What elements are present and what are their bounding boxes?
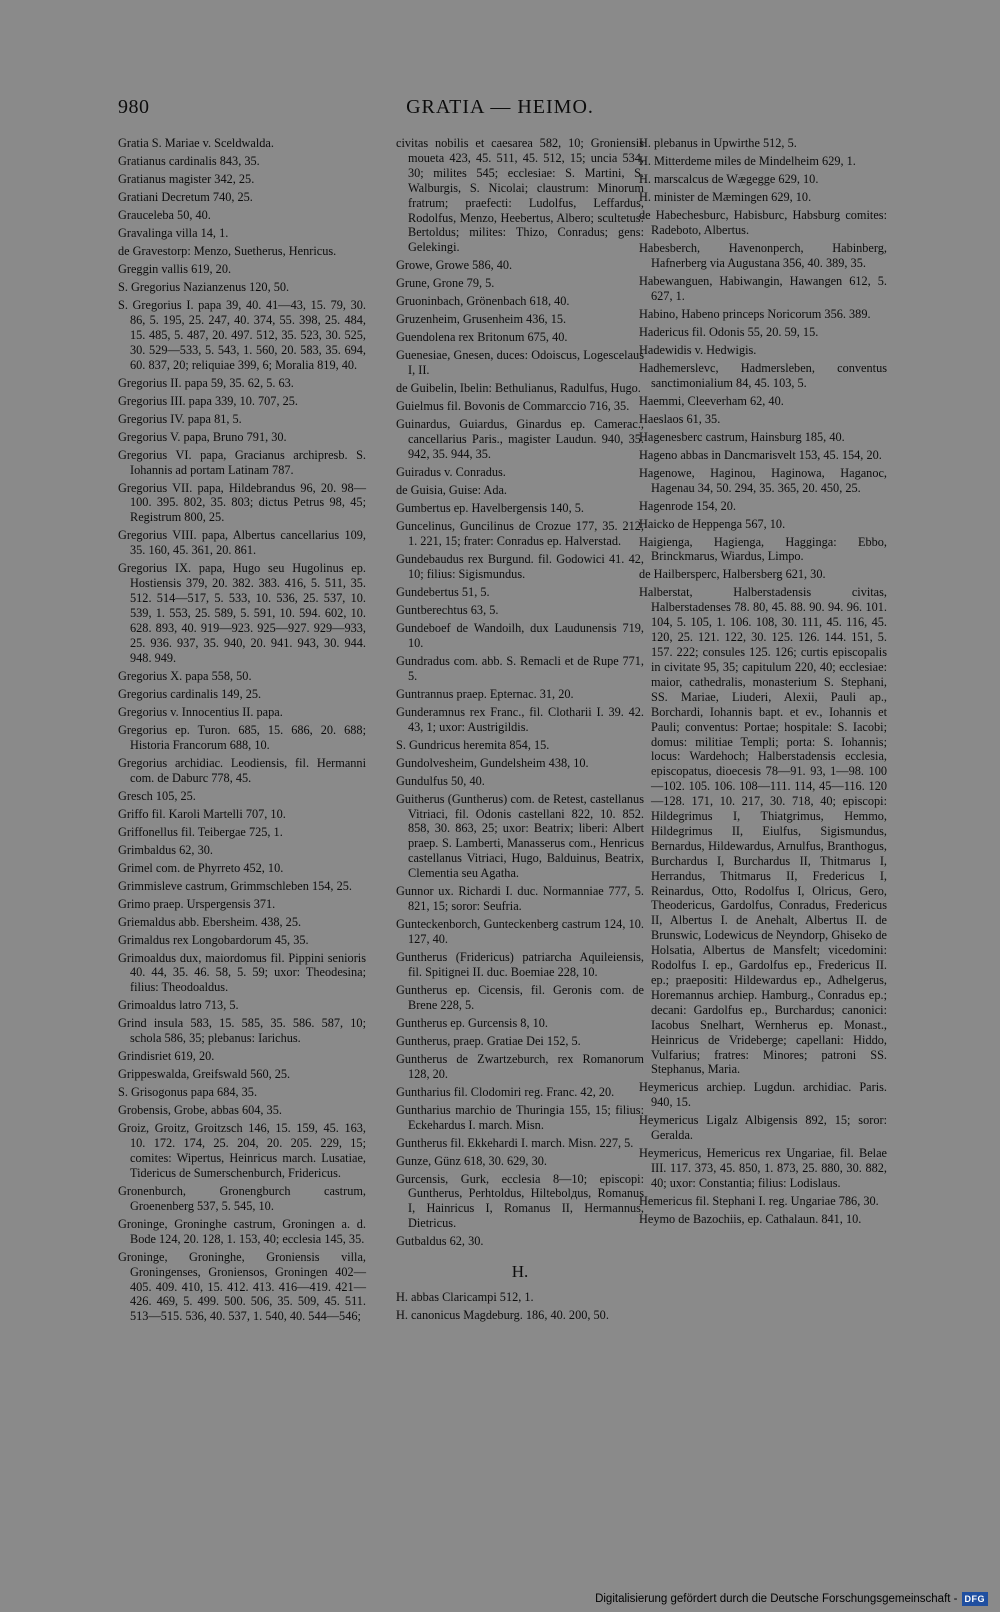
index-entry: Greggin vallis 619, 20.: [118, 262, 232, 276]
index-entry: Grimaldus rex Longobardorum 45, 35.: [118, 932, 309, 947]
index-entry: Grauceleba 50, 40.: [118, 208, 211, 222]
index-entry: Gravalinga villa 14, 1.: [118, 226, 229, 240]
index-entry: Guiradus v. Conradus.: [396, 465, 506, 480]
index-entry: Grindisriet 619, 20.: [118, 1049, 215, 1064]
index-entry: Griemaldus abb. Ebersheim. 438, 25.: [118, 914, 302, 929]
index-column-1: [118, 136, 366, 1327]
index-entry: Grimel com. de Phyrreto 452, 10.: [118, 860, 284, 875]
index-entry: Gundolvesheim, Gundelsheim 438, 10.: [396, 755, 589, 770]
index-entry: Gregorius III. papa 339, 10. 707, 25.: [118, 393, 298, 408]
page-number: 980: [118, 96, 150, 118]
index-entry: Haigienga, Hagienga, Hagginga: Ebbo, Brinckmarus, Wiardus, Limpo.: [639, 534, 887, 564]
index-entry: S. Gregorius I. papa 39, 40. 41—43, 15. 79, 30. 86, 5. 195, 25. 247, 40. 374, 55. 398, 25. 484, 15. 485, 5. 487, 20. 497. 512, 35. 523, 30. 525, 30. 529—533, 5. 543, 1. 560, 20. 583, 35. 694, 60. 837, 20; reliquiae 399, 6; Moralia 819, 40.: [118, 298, 366, 372]
index-entry: Habewanguen, Habiwangin, Hawangen 612, 5. 627, 1.: [639, 273, 887, 303]
index-entry: Heymericus archiep. Lugdun. archidiac. Paris. 940, 15.: [639, 1080, 887, 1110]
index-entry: civitas nobilis et caesarea 582, 10; Groniensis moueta 423, 45. 511, 45. 512, 15; uncia 534, 30; milites 545; ecclesiae: S. Martini, S. Walburgis, S. Nicolai; claustrum: Minorum fratrum; praefecti: Ludolfus, Leffardus, Rodolfus, Menzo, Heebertus, Albero; scultetus: Bertoldus; milites: Thizo, Conradus; gens: Gelekingi.: [396, 136, 644, 255]
index-entry: de Habechesburc, Habisburc, Habsburg comites: Radeboto, Albertus.: [639, 208, 887, 237]
index-entry: H. abbas Claricampi 512, 1.: [396, 1290, 534, 1305]
index-entry: Habesberch, Havenonperch, Habinberg, Hafnerberg via Augustana 356, 40. 389, 35.: [639, 240, 887, 270]
index-column-3: [639, 136, 887, 1230]
index-entry: Gunze, Günz 618, 30. 629, 30.: [396, 1153, 547, 1168]
index-entry: Gundebertus 51, 5.: [396, 584, 490, 599]
index-entry: Hemericus fil. Stephani I. reg. Ungariae 786, 30.: [639, 1194, 879, 1209]
index-entry: Haemmi, Cleeverham 62, 40.: [639, 393, 784, 408]
index-entry: Hadhemerslevc, Hadmersleben, conventus sanctimonialium 84, 45. 103, 5.: [639, 360, 887, 390]
index-entry: Gundradus com. abb. S. Remacli et de Rupe 771, 5.: [396, 653, 644, 683]
index-entry: Guntharius fil. Clodomiri reg. Franc. 42, 20.: [396, 1084, 615, 1099]
footer-text: Digitalisierung gefördert durch die Deutsche Forschungsgemeinschaft -: [595, 1593, 958, 1605]
index-entry: Gregorius V. papa, Bruno 791, 30.: [118, 429, 287, 444]
index-entry: Guitherus (Guntherus) com. de Retest, castellanus Vitriaci, fil. Odonis castellani 822, 10. 852. 858, 30. 863, 25; uxor: Beatrix; liberi: Albert praep. S. Lamberti, Manasserus com., Henricus castellanus Vitriaci, Hugo, Balduinus, Beatrix, Clementia seu Agatha.: [396, 791, 644, 881]
section-letter-heading: H.: [511, 1262, 529, 1282]
index-entry: H. Mitterdeme miles de Mindelheim 629, 1.: [639, 154, 856, 168]
index-entry: Gregorius II. papa 59, 35. 62, 5. 63.: [118, 375, 294, 390]
index-entry: Guntherus de Zwartzeburch, rex Romanorum 128, 20.: [396, 1051, 644, 1081]
index-entry: Guinardus, Guiardus, Ginardus ep. Camerac., cancellarius Paris., magister Laudun. 940, 35. 942, 35. 944, 35.: [396, 417, 644, 462]
index-entry: Gratianus cardinalis 843, 35.: [118, 154, 260, 168]
index-entry: H. marscalcus de Wægegge 629, 10.: [639, 172, 819, 186]
index-entry: Gurcensis, Gurk, ecclesia 8—10; episcopi: Guntherus, Perhtoldus, Hiltebolдus, Romanus I, Hainricus I, Romanus II, Hermannus, Dietricus.: [396, 1171, 644, 1231]
index-entry: de Hailbersperc, Halbersberg 621, 30.: [639, 567, 826, 582]
index-column-2: [396, 136, 644, 1326]
index-entry: Groninge, Groninghe, Groniensis villa, Groningenses, Groniensos, Groningen 402—405. 409. 410, 15. 412. 413. 416—419. 421—426. 469, 5. 499. 500. 506, 35. 509, 45. 511. 513—515. 536, 40. 537, 1. 540, 40. 544—546;: [118, 1249, 366, 1324]
index-entry: Growe, Growe 586, 40.: [396, 258, 513, 273]
index-entry: Guncelinus, Guncilinus de Crozue 177, 35. 212, 1. 221, 15; frater: Conradus ep. Halverstad.: [396, 519, 644, 548]
index-entry: Haeslaos 61, 35.: [639, 411, 721, 426]
index-entry: Guenesiae, Gnesen, duces: Odoiscus, Logescelaus I, II.: [396, 348, 644, 378]
index-entry: S. Gregorius Nazianzenus 120, 50.: [118, 280, 290, 294]
index-entry: Grune, Grone 79, 5.: [396, 276, 495, 291]
index-entry: Gresch 105, 25.: [118, 788, 196, 803]
index-entry: Guntrannus praep. Epternac. 31, 20.: [396, 686, 574, 701]
digitization-footer: [595, 1592, 988, 1606]
index-entry: Hageno abbas in Dancmarisvelt 153, 45. 154, 20.: [639, 447, 882, 462]
index-entry: Gregorius IV. papa 81, 5.: [118, 411, 242, 426]
index-entry: Guntherus fil. Ekkehardi I. march. Misn. 227, 5.: [396, 1135, 634, 1150]
index-entry: Grippeswalda, Greifswald 560, 25.: [118, 1067, 291, 1082]
index-entry: Hagenowe, Haginou, Haginowa, Haganoc, Hagenau 34, 50. 294, 35. 365, 20. 450, 25.: [639, 465, 887, 495]
index-entry: Heymericus Ligalz Albigensis 892, 15; soror: Geralda.: [639, 1113, 887, 1143]
index-entry: Griffonellus fil. Teibergae 725, 1.: [118, 824, 283, 839]
index-entry: Guendolena rex Britonum 675, 40.: [396, 330, 568, 345]
index-entry: de Gravestorp: Menzo, Suetherus, Henricus.: [118, 244, 337, 258]
index-entry: Grobensis, Grobe, abbas 604, 35.: [118, 1103, 282, 1118]
index-entry: Gruoninbach, Grönenbach 618, 40.: [396, 294, 570, 309]
index-entry: Heymericus, Hemericus rex Ungariae, fil. Belae III. 117. 373, 45. 850, 1. 873, 25. 880, 30. 882, 40; uxor: Constantia; filius: Lodislaus.: [639, 1146, 887, 1191]
index-entry: H. canonicus Magdeburg. 186, 40. 200, 50.: [396, 1308, 609, 1323]
index-entry: Gregorius cardinalis 149, 25.: [118, 686, 262, 701]
index-entry: S. Gundricus heremita 854, 15.: [396, 737, 550, 752]
index-entry: Groninge, Groninghe castrum, Groningen a. d. Bode 124, 20. 128, 1. 153, 40; ecclesia 145, 35.: [118, 1216, 366, 1246]
index-entry: Grimbaldus 62, 30.: [118, 842, 213, 857]
index-entry: S. Grisogonus papa 684, 35.: [118, 1085, 258, 1100]
index-entry: de Guisia, Guise: Ada.: [396, 483, 507, 498]
index-entry: Heymo de Bazochiis, ep. Cathalaun. 841, 10.: [639, 1212, 862, 1227]
index-entry: Grimoaldus latro 713, 5.: [118, 998, 239, 1013]
index-entry: Gregorius VII. papa, Hildebrandus 96, 20. 98—100. 395. 802, 35. 803; dictus Petrus 98, 45; Registrum 800, 25.: [118, 480, 366, 525]
index-entry: de Guibelin, Ibelin: Bethulianus, Radulfus, Hugo.: [396, 381, 641, 396]
index-entry: Grimoaldus dux, maiordomus fil. Pippini senioris 40. 44, 35. 46. 58, 5. 59; uxor: Theodesina; filius: Theodoaldus.: [118, 950, 366, 995]
index-entry: Gregorius ep. Turon. 685, 15. 686, 20. 688; Historia Francorum 688, 10.: [118, 722, 366, 752]
index-entry: Gumbertus ep. Havelbergensis 140, 5.: [396, 501, 584, 516]
index-entry: Guntberechtus 63, 5.: [396, 602, 499, 617]
index-entry: Gregorius archidiac. Leodiensis, fil. Hermanni com. de Daburc 778, 45.: [118, 755, 366, 785]
index-entry: Guntherus ep. Cicensis, fil. Geronis com. de Brene 228, 5.: [396, 982, 644, 1012]
index-entry: Gratianus magister 342, 25.: [118, 172, 255, 186]
index-entry: Gregorius IX. papa, Hugo seu Hugolinus ep. Hostiensis 379, 20. 382. 383. 416, 5. 511, 35. 512. 514—517, 5. 533, 10. 536, 25. 537, 10. 539, 1. 553, 25. 589, 5. 591, 10. 594. 602, 10. 628. 893, 40. 919—923. 925—927. 929—933, 25. 936. 937, 35. 940, 20. 941. 943, 30. 944. 948. 949.: [118, 561, 366, 665]
index-entry: Griffo fil. Karoli Martelli 707, 10.: [118, 806, 286, 821]
index-entry: Haicko de Heppenga 567, 10.: [639, 516, 786, 531]
index-entry: Gunteckenborch, Gunteckenberg castrum 124, 10. 127, 40.: [396, 917, 644, 946]
index-entry: Guntherus, praep. Gratiae Dei 152, 5.: [396, 1033, 581, 1048]
dfg-logo: DFG: [962, 1592, 989, 1606]
index-entry: Guntherus ep. Gurcensis 8, 10.: [396, 1015, 548, 1030]
index-entry: Gratia S. Mariae v. Sceldwalda.: [118, 136, 274, 150]
index-entry: Guntherus (Fridericus) patriarcha Aquileiensis, fil. Spitignei II. duc. Boemiae 228, 10.: [396, 949, 644, 979]
index-entry: Hadewidis v. Hedwigis.: [639, 342, 757, 357]
index-entry: Guntharius marchio de Thuringia 155, 15; filius: Eckehardus I. march. Misn.: [396, 1102, 644, 1132]
index-entry: Hagenesberc castrum, Hainsburg 185, 40.: [639, 429, 845, 444]
index-entry: Grind insula 583, 15. 585, 35. 586. 587, 10; schola 586, 35; plebanus: Iarichus.: [118, 1016, 366, 1046]
index-entry: Gratiani Decretum 740, 25.: [118, 190, 253, 204]
index-entry: Habino, Habeno princeps Noricorum 356. 389.: [639, 306, 871, 321]
index-entry: Gundebaudus rex Burgund. fil. Godowici 41. 42, 10; filius: Sigismundus.: [396, 551, 644, 581]
index-entry: Gregorius X. papa 558, 50.: [118, 668, 252, 683]
index-entry: Gunnor ux. Richardi I. duc. Normanniae 777, 5. 821, 15; soror: Seufria.: [396, 884, 644, 914]
index-entry: Gundeboef de Wandoilh, dux Laudunensis 719, 10.: [396, 620, 644, 650]
index-entry: Groiz, Groitz, Groitzsch 146, 15. 159, 45. 163, 10. 172. 174, 25. 204, 20. 205. 229, 15; comites: Wipertus, Heinricus march. Lusatiae, Tidericus de Sumerschenburch, Fridericus.: [118, 1121, 366, 1180]
index-entry: Grimmisleve castrum, Grimmschleben 154, 25.: [118, 878, 352, 893]
index-entry: Halberstat, Halberstadensis civitas, Halberstadenses 78. 80, 45. 88. 90. 94. 96. 101. 104, 5. 105, 1. 106. 108, 30. 111, 45. 116, 45. 120, 25. 121. 122, 30. 125. 126. 144. 151, 5. 157. 222; consules 125. 126; curtis episcopalis in civitate 95, 35; capitulum 220, 40; ecclesiae: maior, cathedralis, monasterium S. Stephani, SS. Mariae, Liuderi, Alexii, Pauli ap., Borchardi, Iohannis bapt. et ev., Iohannis et Pauli; conventus: Portae; hospitale: S. Iacobi; domus: militiae Templi; porta: S. Iohannis; locus: Wardehoch; Halberstadensis ecclesia, episcopatus, dioecesis 78—91. 93, 1—98. 100—102. 105. 106. 108—111. 114, 45—116. 120—128. 171, 10. 217, 30. 718, 40; episcopi: Hildegrimus I, Thiatgrimus, Hemmo, Hildegrimus II, Eiulfus, Sigismundus, Bernardus, Hildewardus, Arnulfus, Branthogus, Burchardus I, Burchardus II, Thitmarus I, Herrandus, Thitmarus II, Fredericus I, Reinardus, Otto, Rodolfus I, Olricus, Gero, Theodericus, Gardolfus, Conradus, Fredericus II, Albertus I. de Anehalt, Albertus II. de Brunswic, Lodewicus de Neyndorp, Ghiseko de Holsatia, Albertus de Mansfelt; vicedomini: Rodolfus I. ep., Gardolfus ep., Fredericus II. ep.; praepositi: Hildewardus ep., Adhelgerus, Horemannus archiep. Hamburg., Conradus ep.; decani: Gardolfus ep., Burchardus; canonici: Iacobus Snelhart, Wernherus ep. Monast., Heinricus de Vrideberge; capellani: Hiddo, Vulfarius; fratres: Minores; patroni SS. Stephanus, Maria.: [639, 585, 887, 1077]
index-entry: Hadericus fil. Odonis 55, 20. 59, 15.: [639, 324, 819, 339]
index-entry: Gunderamnus rex Franc., fil. Clotharii I. 39. 42. 43, 1; uxor: Austrigildis.: [396, 704, 644, 734]
index-entry: Grimo praep. Urspergensis 371.: [118, 896, 276, 911]
index-entry: Hagenrode 154, 20.: [639, 498, 736, 513]
index-entry: Gruzenheim, Grusenheim 436, 15.: [396, 312, 567, 327]
index-entry: Gutbaldus 62, 30.: [396, 1234, 484, 1249]
index-entry: Gregorius VIII. papa, Albertus cancellarius 109, 35. 160, 45. 361, 20. 861.: [118, 528, 366, 558]
index-entry: H. minister de Mæmingen 629, 10.: [639, 190, 812, 204]
index-entry: Gregorius VI. papa, Gracianus archipresb. S. Iohannis ad portam Latinam 787.: [118, 447, 366, 477]
index-entry: Gronenburch, Gronengburch castrum, Groenenberg 537, 5. 545, 10.: [118, 1183, 366, 1213]
index-entry: Gundulfus 50, 40.: [396, 773, 485, 788]
index-entry: H. plebanus in Upwirthe 512, 5.: [639, 136, 797, 150]
running-title: GRATIA — HEIMO.: [406, 96, 594, 118]
index-entry: Gregorius v. Innocentius II. papa.: [118, 704, 283, 719]
index-entry: Guielmus fil. Bovonis de Commarccio 716, 35.: [396, 399, 630, 414]
